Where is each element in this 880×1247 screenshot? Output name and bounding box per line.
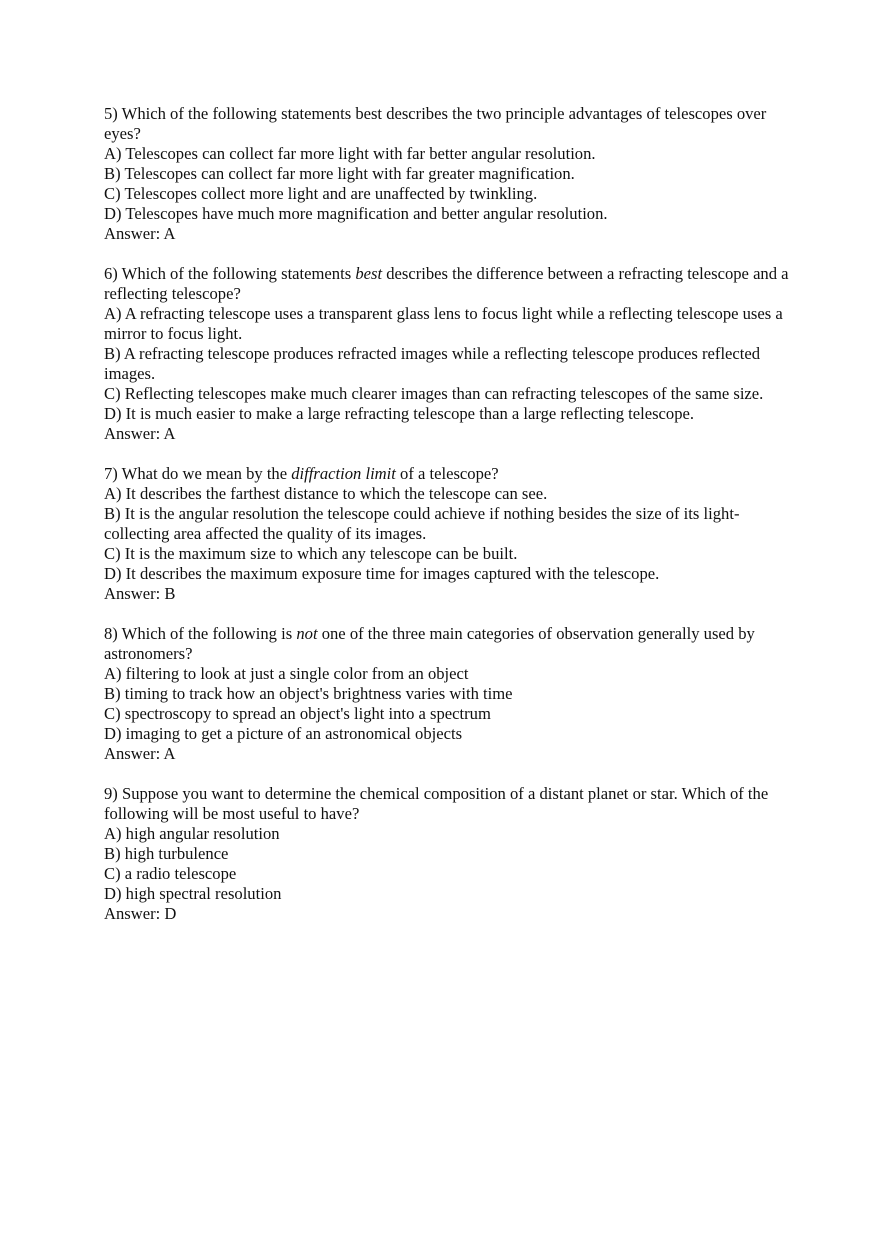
stem-emphasis: not [296, 624, 318, 643]
option-c: C) a radio telescope [104, 864, 237, 883]
option-d: D) high spectral resolution [104, 884, 282, 903]
option-a: A) Telescopes can collect far more light with far better angular resolution. [104, 144, 596, 163]
question-6 [104, 264, 794, 444]
question-8 [104, 624, 794, 764]
stem-text-post: of a telescope? [395, 464, 499, 483]
stem-text-pre: 7) What do we mean by the [104, 464, 292, 483]
question-9 [104, 784, 794, 924]
answer-line: Answer: B [104, 584, 176, 603]
answer-line: Answer: D [104, 904, 177, 923]
option-b: B) Telescopes can collect far more light with far greater magnification. [104, 164, 575, 183]
stem-emphasis: diffraction limit [291, 464, 396, 483]
option-b: B) high turbulence [104, 844, 229, 863]
question-5 [104, 104, 794, 244]
option-c: C) It is the maximum size to which any telescope can be built. [104, 544, 518, 563]
question-stem [104, 624, 794, 664]
option-b: B) It is the angular resolution the telescope could achieve if nothing besides the size of its light-collecting area affected the quality of its images. [104, 504, 740, 543]
option-d: D) It is much easier to make a large refracting telescope than a large reflecting telescope. [104, 404, 695, 423]
option-d: D) It describes the maximum exposure time for images captured with the telescope. [104, 564, 660, 583]
option-a: A) high angular resolution [104, 824, 280, 843]
option-d: D) imaging to get a picture of an astronomical objects [104, 724, 463, 743]
question-stem [104, 264, 794, 304]
option-b: B) A refracting telescope produces refracted images while a reflecting telescope produces reflected images. [104, 344, 761, 383]
option-a: A) filtering to look at just a single color from an object [104, 664, 469, 683]
stem-text-post: one of the three main categories of observation generally used by astronomers? [104, 624, 755, 663]
option-d: D) Telescopes have much more magnification and better angular resolution. [104, 204, 608, 223]
option-a: A) It describes the farthest distance to which the telescope can see. [104, 484, 548, 503]
question-stem: 5) Which of the following statements best describes the two principle advantages of telescopes over eyes? [104, 104, 767, 143]
question-7 [104, 464, 794, 604]
option-c: C) spectroscopy to spread an object's light into a spectrum [104, 704, 491, 723]
stem-emphasis: best [355, 264, 383, 283]
option-a: A) A refracting telescope uses a transparent glass lens to focus light while a reflecting telescope uses a mirror to focus light. [104, 304, 783, 343]
question-stem [104, 464, 794, 484]
option-b: B) timing to track how an object's brightness varies with time [104, 684, 513, 703]
answer-line: Answer: A [104, 424, 176, 443]
stem-text-pre: 6) Which of the following statements [104, 264, 356, 283]
answer-line: Answer: A [104, 224, 176, 243]
stem-text-pre: 8) Which of the following is [104, 624, 297, 643]
answer-line: Answer: A [104, 744, 176, 763]
stem-text-post: describes the difference between a refracting telescope and a reflecting telescope? [104, 264, 789, 303]
option-c: C) Telescopes collect more light and are unaffected by twinkling. [104, 184, 538, 203]
document-page [104, 104, 794, 944]
option-c: C) Reflecting telescopes make much clearer images than can refracting telescopes of the same size. [104, 384, 764, 403]
question-stem: 9) Suppose you want to determine the chemical composition of a distant planet or star. Which of the following will be most useful to have? [104, 784, 769, 823]
